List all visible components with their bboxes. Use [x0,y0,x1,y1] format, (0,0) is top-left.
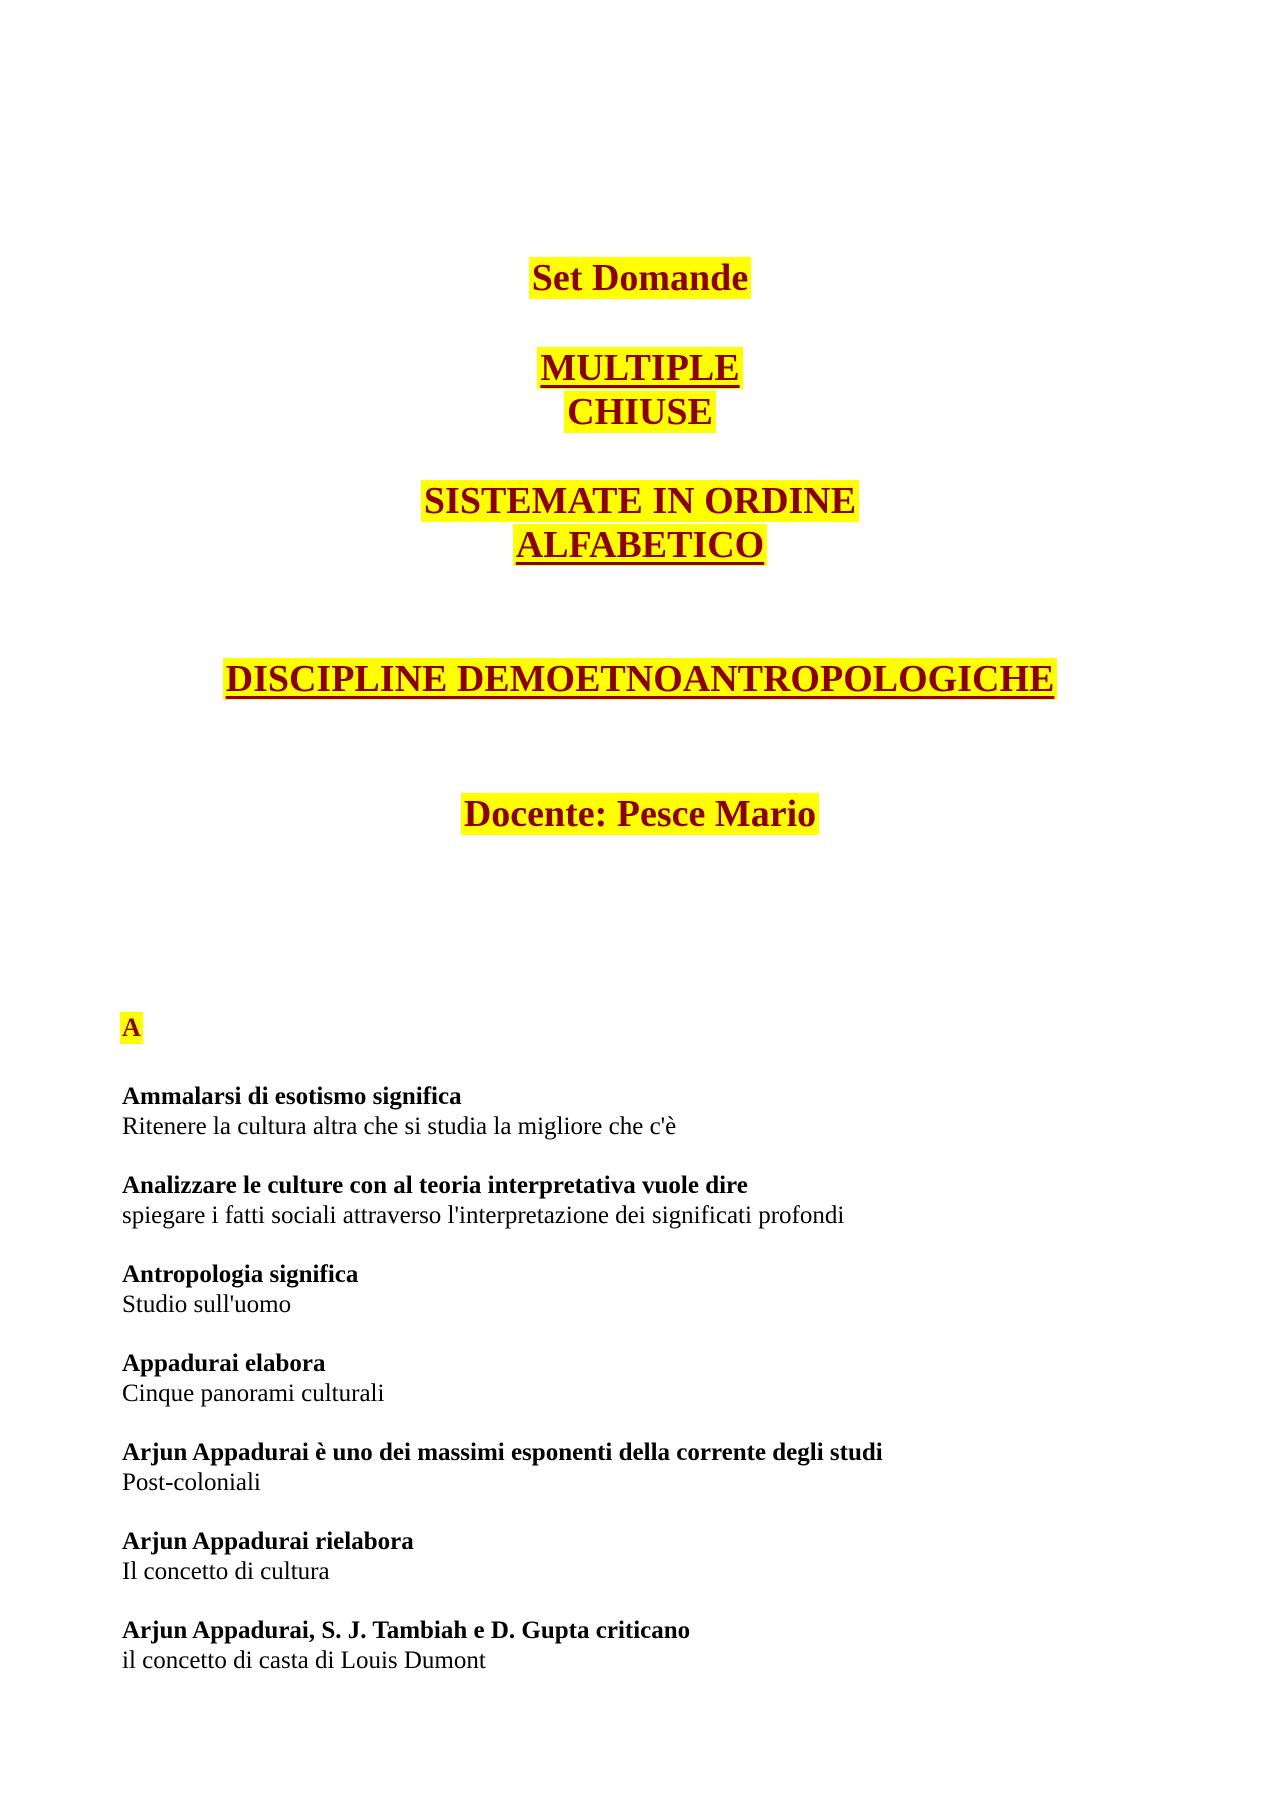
question-text: Arjun Appadurai, S. J. Tambiah e D. Gupta criticano [122,1617,691,1644]
answer-text: Ritenere la cultura altra che si studia la migliore che c'è [122,1113,677,1140]
title-multiple-line [0,346,1280,390]
section-letter-a: A [122,1013,141,1042]
list-item [122,1349,1182,1438]
question-text: Antropologia significa [122,1261,359,1288]
question-list [122,1082,1182,1705]
question-text: Analizzare le culture con al teoria interpretativa vuole dire [122,1172,748,1199]
answer-text: spiegare i fatti sociali attraverso l'interpretazione dei significati profondi [122,1202,845,1229]
question-text: Appadurai elabora [122,1350,326,1377]
title-sistemate: SISTEMATE IN ORDINE [421,480,859,522]
list-item [122,1082,1182,1171]
answer-text: Cinque panorami culturali [122,1380,385,1407]
title-discipline: DISCIPLINE DEMOETNOANTROPOLOGICHE [223,658,1058,700]
question-text: Arjun Appadurai rielabora [122,1528,414,1555]
question-text: Arjun Appadurai è uno dei massimi esponenti della corrente degli studi [122,1439,883,1466]
list-item [122,1171,1182,1260]
title-set-domande: Set Domande [529,257,751,299]
answer-text: Post-coloniali [122,1469,261,1496]
title-chiuse: CHIUSE [564,391,716,433]
answer-text: Studio sull'uomo [122,1291,292,1318]
question-text: Ammalarsi di esotismo significa [122,1083,462,1110]
list-item [122,1527,1182,1616]
title-set-domande-line [0,256,1280,300]
answer-text: il concetto di casta di Louis Dumont [122,1647,486,1674]
list-item [122,1438,1182,1527]
list-item [122,1616,1182,1705]
title-sistemate-line [0,479,1280,523]
title-alfabetico: ALFABETICO [513,524,767,566]
answer-text: Il concetto di cultura [122,1558,330,1585]
title-docente: Docente: Pesce Mario [461,793,819,835]
title-alfabetico-line [0,523,1280,567]
title-multiple: MULTIPLE [537,347,742,389]
list-item [122,1260,1182,1349]
title-docente-line [0,792,1280,836]
title-discipline-line [0,657,1280,701]
title-chiuse-line [0,390,1280,434]
